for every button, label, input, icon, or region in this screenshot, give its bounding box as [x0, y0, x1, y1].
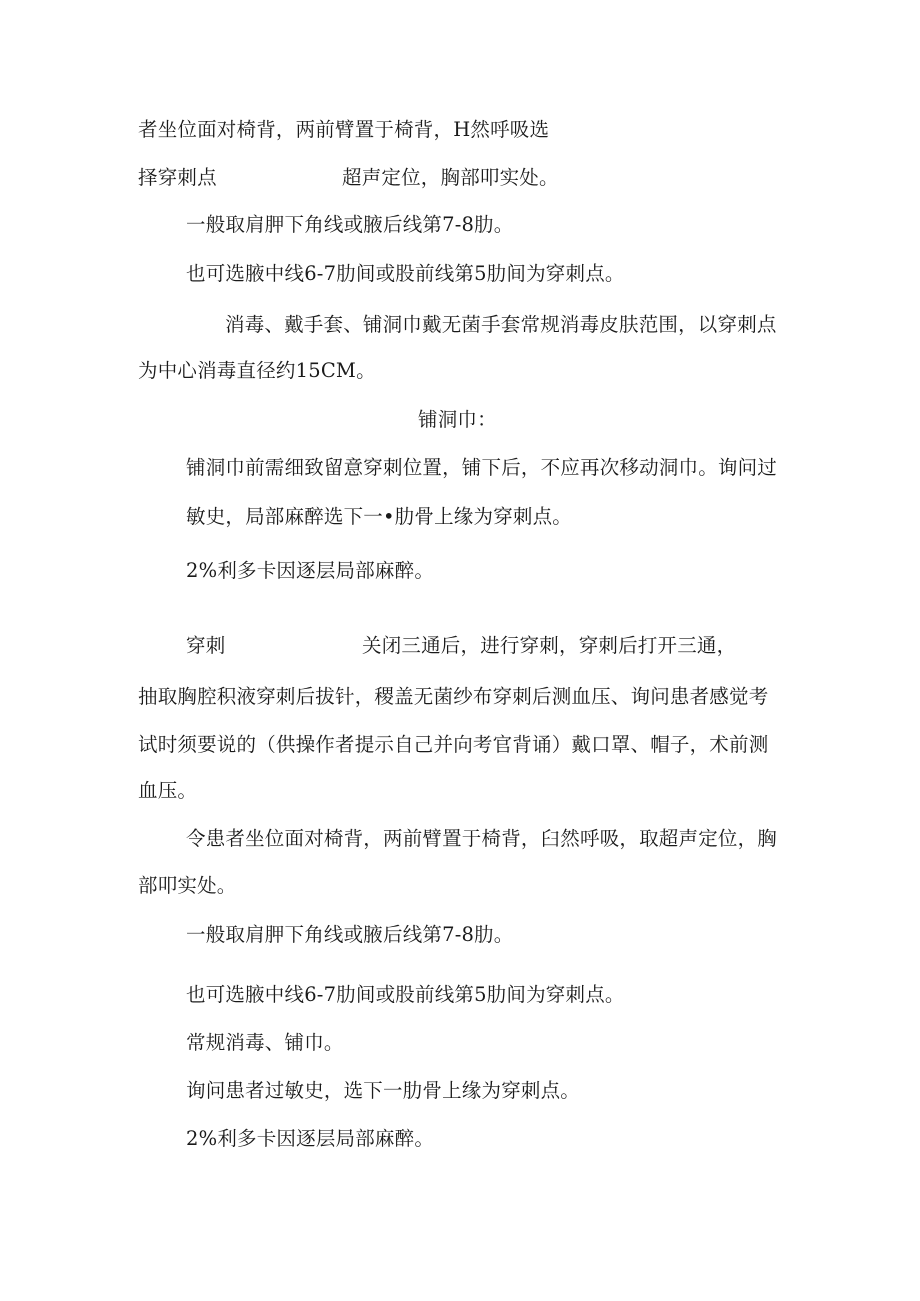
- text-line: 为中心消毒直径约15CM。: [138, 359, 376, 382]
- text-line: 一般取肩胛下角线或腋后线第7-8肋。: [186, 923, 514, 946]
- text-line: 抽取胸腔积液穿刺后拔针，稷盖无菌纱布穿刺后测血压、询问患者感觉考: [138, 685, 769, 708]
- section-heading: 铺洞巾：: [418, 408, 497, 431]
- text-line: 者坐位面对椅背，两前臂置于椅背，H然呼吸选: [138, 118, 550, 141]
- text-line: 令患者坐位面对椅背，两前臂置于椅背，臼然呼吸，取超声定位，胸: [186, 827, 778, 850]
- text-line: 消毒、戴手套、铺洞巾戴无菌手套常规消毒皮肤范围，以穿刺点: [225, 313, 777, 336]
- text-line: 血压。: [138, 779, 198, 802]
- text-line: 也可选腋中线6-7肋间或股前线第5肋间为穿刺点。: [186, 983, 625, 1006]
- text-line: 试时须要说的（供操作者提示自己并向考官背诵）戴口罩、帽子，术前测: [138, 733, 769, 756]
- text-line: 穿刺: [186, 634, 226, 657]
- text-line: 2%利多卡因逐层局部麻醉。: [186, 1127, 435, 1150]
- text-line: 铺洞巾前需细致留意穿刺位置，铺下后，不应再次移动洞巾。询问过: [186, 456, 778, 479]
- text-line: 2%利多卡因逐层局部麻醉。: [186, 559, 435, 582]
- text-line: 询问患者过敏史，选下一肋骨上缘为穿刺点。: [186, 1079, 581, 1102]
- text-line: 关闭三通后，进行穿刺，穿刺后打开三通，: [362, 634, 737, 657]
- text-line: 超声定位，胸部叩实处。: [342, 166, 559, 189]
- text-line: 择穿刺点: [138, 166, 217, 189]
- text-line: 敏史，局部麻醉选下一•肋骨上缘为穿刺点。: [186, 505, 573, 528]
- text-line: 也可选腋中线6-7肋间或股前线第5肋间为穿刺点。: [186, 262, 625, 285]
- text-line: 一般取肩胛下角线或腋后线第7-8肋。: [186, 213, 514, 236]
- text-line: 常规消毒、铺巾。: [186, 1031, 344, 1054]
- text-line: 部叩实处。: [138, 874, 237, 897]
